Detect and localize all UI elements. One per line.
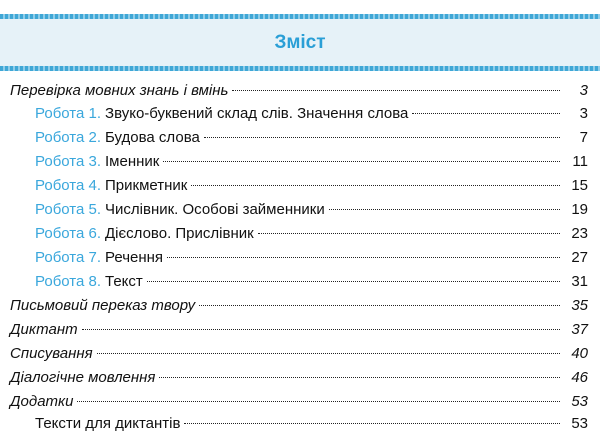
toc-entry-label: Іменник [105, 153, 160, 170]
toc-work-number: Робота 2. [35, 129, 102, 146]
toc-entry-label: Числівник. Особові займенники [105, 201, 325, 218]
leader-dots [167, 257, 560, 258]
toc-page-number: 40 [571, 345, 588, 362]
toc-page-number: 11 [572, 153, 588, 170]
toc-entry-label: Списування [10, 345, 93, 362]
toc-entry[interactable] [35, 153, 588, 175]
toc-work-number: Робота 1. [35, 105, 102, 122]
leader-dots [232, 90, 560, 91]
toc-page-number: 46 [571, 369, 588, 386]
leader-dots [97, 353, 560, 354]
toc-entry[interactable] [10, 369, 588, 391]
leader-dots [77, 401, 560, 402]
toc-page-number: 31 [571, 273, 588, 290]
toc-entry[interactable] [10, 82, 588, 104]
toc-page-number: 3 [579, 82, 588, 99]
toc-page-number: 3 [579, 105, 588, 122]
toc-entry-label: Диктант [10, 321, 78, 338]
toc-page-number: 37 [571, 321, 588, 338]
leader-dots [82, 329, 560, 330]
toc-entry[interactable] [35, 415, 588, 437]
toc-entry-label: Тексти для диктантів [35, 415, 181, 432]
toc-page-number: 35 [571, 297, 588, 314]
toc-entry[interactable] [35, 273, 588, 295]
toc-entry[interactable] [35, 177, 588, 199]
toc-entry[interactable] [10, 345, 588, 367]
toc-entry-label: Звуко-буквений склад слів. Значення слова [105, 105, 409, 122]
leader-dots [147, 281, 560, 282]
toc-page-number: 53 [571, 415, 588, 432]
leader-dots [199, 305, 560, 306]
toc-entry[interactable] [35, 201, 588, 223]
leader-dots [191, 185, 560, 186]
toc-entry-label: Діалогічне мовлення [10, 369, 156, 386]
toc-page-number: 53 [571, 393, 588, 410]
toc-page-number: 19 [571, 201, 588, 218]
toc-page-number: 15 [571, 177, 588, 194]
toc-entry-label: Текст [105, 273, 143, 290]
toc-work-number: Робота 8. [35, 273, 102, 290]
toc-entry-label: Прикметник [105, 177, 188, 194]
leader-dots [159, 377, 560, 378]
toc-entry[interactable] [10, 297, 588, 319]
decorative-rule-bottom [0, 66, 600, 71]
toc-entry-label: Письмовий переказ твору [10, 297, 196, 314]
leader-dots [163, 161, 560, 162]
toc-entry[interactable] [10, 393, 588, 415]
toc-entry-label: Речення [105, 249, 164, 266]
toc-work-number: Робота 4. [35, 177, 102, 194]
toc-work-number: Робота 5. [35, 201, 102, 218]
toc-entry[interactable] [10, 321, 588, 343]
toc-page-number: 27 [571, 249, 588, 266]
toc-work-number: Робота 6. [35, 225, 102, 242]
leader-dots [329, 209, 560, 210]
decorative-rule-top [0, 14, 600, 19]
leader-dots [204, 137, 560, 138]
leader-dots [258, 233, 560, 234]
toc-entry-label: Дієслово. Прислівник [105, 225, 254, 242]
leader-dots [184, 423, 560, 424]
toc-entry-label: Перевірка мовних знань і вмінь [10, 82, 229, 99]
toc-work-number: Робота 7. [35, 249, 102, 266]
toc-entry[interactable] [35, 225, 588, 247]
toc-entry[interactable] [35, 105, 588, 127]
page-title: Зміст [274, 32, 326, 53]
toc-page-number: 23 [571, 225, 588, 242]
toc-work-number: Робота 3. [35, 153, 102, 170]
leader-dots [412, 113, 560, 114]
toc-entry[interactable] [35, 249, 588, 271]
toc-entry-label: Будова слова [105, 129, 200, 146]
toc-page-number: 7 [579, 129, 588, 146]
toc-entry-label: Додатки [10, 393, 74, 410]
toc-entry[interactable] [35, 129, 588, 151]
